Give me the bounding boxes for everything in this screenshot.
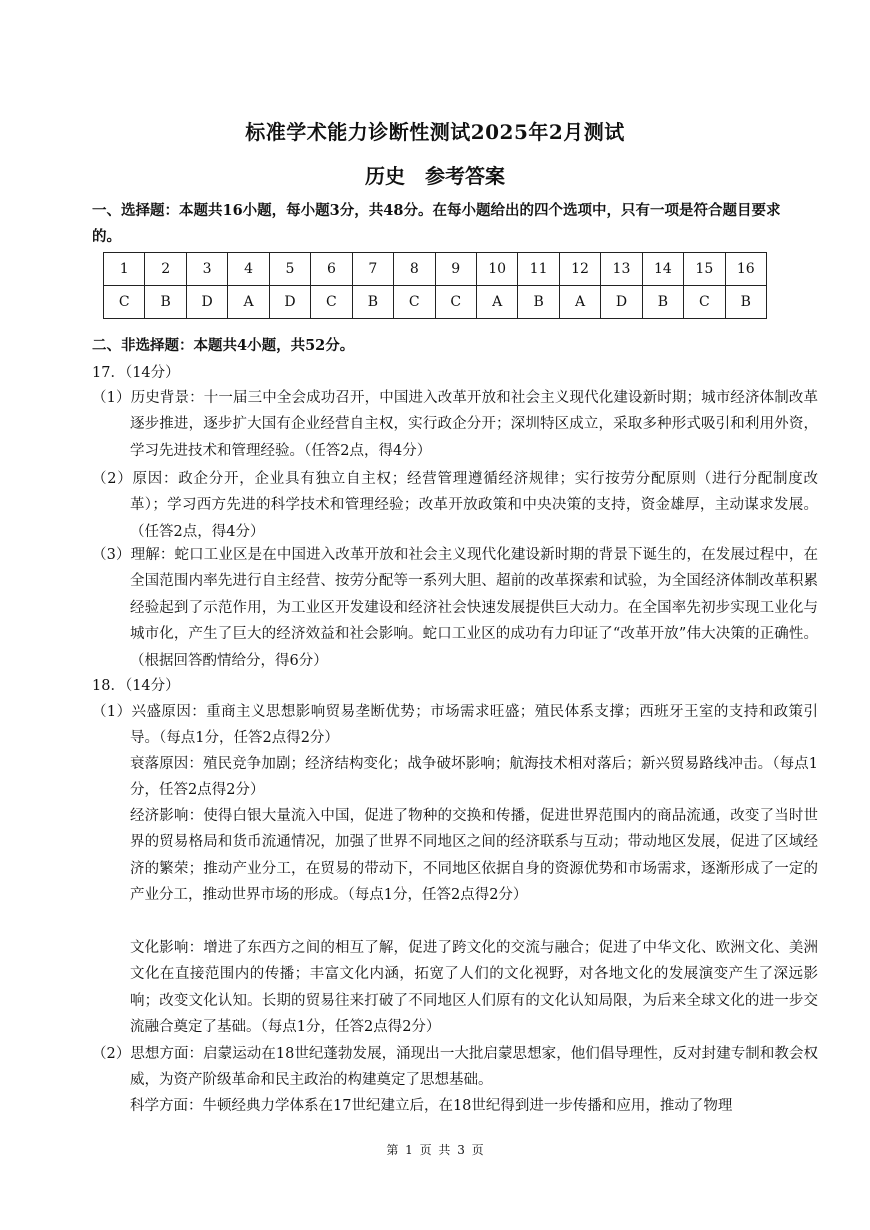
document-title: 标准学术能力诊断性测试2025年2月测试 [245, 120, 625, 144]
answer-cell: C [311, 286, 352, 319]
question-number: 5 [269, 253, 310, 286]
question-number: 13 [601, 253, 642, 286]
answer-row [104, 286, 767, 319]
q18-economic-impact: 经济影响：使得白银大量流入中国，促进了物种的交换和传播，促进世界范围内的商品流通，改变了当时世界的贸易格局和货币流通情况，加强了世界不同地区之间的经济联系与互动；带动地区发展，促进了区域经济的繁荣；推动产业分工，在贸易的带动下，不同地区依据自身的资源优势和市场需求，逐渐形成了一定的产业分工，推动世界市场的形成。（每点1分，任答2点得2分） [130, 808, 818, 904]
answer-table [103, 252, 767, 319]
question-number: 12 [559, 253, 600, 286]
answer-cell: C [104, 286, 145, 319]
question-number: 7 [352, 253, 393, 286]
q18-label: 18．（14分） [92, 678, 180, 694]
answer-cell: C [435, 286, 476, 319]
answer-cell: B [642, 286, 683, 319]
document-subtitle: 历史 参考答案 [365, 164, 505, 188]
answer-cell: C [684, 286, 725, 319]
answer-cell: B [725, 286, 766, 319]
answer-cell: D [186, 286, 227, 319]
q18-answer-1: （1）兴盛原因：重商主义思想影响贸易垄断优势；市场需求旺盛；殖民体系支撑；西班牙王室的支持和政策引导。（每点1分，任答2点得2分） [92, 704, 818, 747]
question-number: 3 [186, 253, 227, 286]
answer-cell: B [145, 286, 186, 319]
question-number: 15 [684, 253, 725, 286]
question-number: 10 [476, 253, 517, 286]
q18-science-aspect: 科学方面：牛顿经典力学体系在17世纪建立后，在18世纪得到进一步传播和应用，推动了物理 [130, 1098, 733, 1114]
question-number: 6 [311, 253, 352, 286]
answer-cell: C [394, 286, 435, 319]
q18-cultural-impact: 文化影响：增进了东西方之间的相互了解，促进了跨文化的交流与融合；促进了中华文化、欧洲文化、美洲文化在直接范围内的传播；丰富文化内涵，拓宽了人们的文化视野，对各地文化的发展演变产生了深远影响；改变文化认知。长期的贸易往来打破了不同地区人们原有的文化认知局限，为后来全球文化的进一步交流融合奠定了基础。（每点1分，任答2点得2分） [130, 940, 818, 1036]
q18-decline-reasons: 衰落原因：殖民竞争加剧；经济结构变化；战争破坏影响；航海技术相对落后；新兴贸易路线冲击。（每点1分，任答2点得2分） [130, 756, 818, 799]
answer-cell: A [476, 286, 517, 319]
q17-answer-1: （1）历史背景：十一届三中全会成功召开，中国进入改革开放和社会主义现代化建设新时期；城市经济体制改革逐步推进，逐步扩大国有企业经营自主权，实行政企分开；深圳特区成立，采取多种形式吸引和利用外资，学习先进技术和管理经验。（任答2点，得4分） [92, 390, 818, 459]
answer-cell: A [559, 286, 600, 319]
section1-heading: 一、选择题：本题共16小题，每小题3分，共48分。在每小题给出的四个选项中，只有一项是符合题目要求的。 [92, 202, 781, 245]
answer-cell: A [228, 286, 269, 319]
question-number-row [104, 253, 767, 286]
section2-heading: 二、非选择题：本题共4小题，共52分。 [92, 337, 355, 354]
answer-cell: B [518, 286, 559, 319]
question-number: 16 [725, 253, 766, 286]
question-number: 14 [642, 253, 683, 286]
question-number: 11 [518, 253, 559, 286]
q17-label: 17．（14分） [92, 365, 180, 381]
question-number: 2 [145, 253, 186, 286]
page-footer: 第 1 页 共 3 页 [386, 1143, 484, 1157]
q18-answer-2: （2）思想方面：启蒙运动在18世纪蓬勃发展，涌现出一大批启蒙思想家，他们倡导理性，反对封建专制和教会权威，为资产阶级革命和民主政治的构建奠定了思想基础。 [92, 1046, 818, 1089]
question-number: 8 [394, 253, 435, 286]
answer-cell: B [352, 286, 393, 319]
answer-cell: D [269, 286, 310, 319]
answer-cell: D [601, 286, 642, 319]
q17-answer-2: （2）原因：政企分开，企业具有独立自主权；经营管理遵循经济规律；实行按劳分配原则（进行分配制度改革）；学习西方先进的科学技术和管理经验；改革开放政策和中央决策的支持，资金雄厚，主动谋求发展。（任答2点，得4分） [92, 471, 818, 540]
question-number: 9 [435, 253, 476, 286]
q17-answer-3: （3）理解：蛇口工业区是在中国进入改革开放和社会主义现代化建设新时期的背景下诞生的，在发展过程中，在全国范围内率先进行自主经营、按劳分配等一系列大胆、超前的改革探索和试验，为全国经济体制改革积累经验起到了示范作用，为工业区开发建设和经济社会快速发展提供巨大动力。在全国率先初步实现工业化与城市化，产生了巨大的经济效益和社会影响。蛇口工业区的成功有力印证了“改革开放”伟大决策的正确性。（根据回答酌情给分，得6分） [92, 547, 818, 669]
question-number: 4 [228, 253, 269, 286]
question-number: 1 [104, 253, 145, 286]
